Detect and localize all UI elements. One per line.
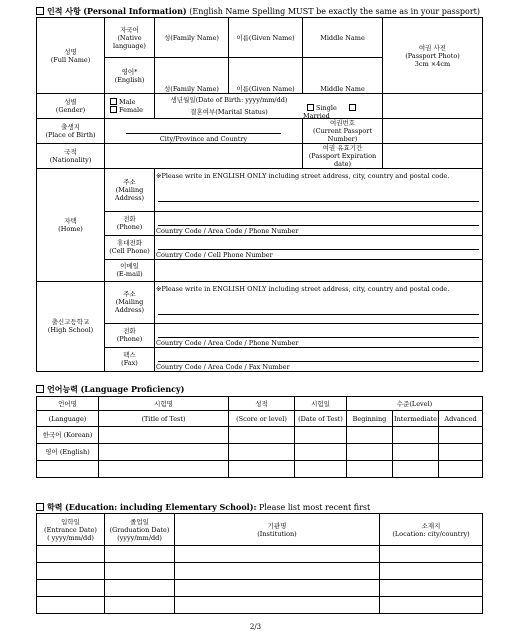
english-given-name[interactable]: 이름(Given Name): [229, 58, 303, 94]
institution-input[interactable]: [175, 563, 380, 580]
school-phone-input[interactable]: Country Code / Area Code / Phone Number: [155, 323, 483, 347]
passport-photo-box[interactable]: 여권 사진 (Passport Photo) 3cm ×4cm: [383, 18, 483, 94]
gender-label: 성별 (Gender): [37, 94, 105, 119]
location-input[interactable]: [380, 597, 483, 614]
education-table: [36, 513, 483, 614]
birthplace-label: 출생지 (Place of Birth): [37, 119, 105, 144]
english-middle-name[interactable]: Middle Name: [303, 58, 383, 94]
korean-date-input[interactable]: [295, 427, 347, 444]
home-label: 자택 (Home): [37, 169, 105, 281]
page-number: 2/3: [249, 623, 262, 631]
native-family-name[interactable]: 성(Family Name): [155, 18, 229, 58]
col-language-ko: 언어명: [37, 397, 99, 411]
email-input[interactable]: [155, 259, 483, 281]
female-checkbox[interactable]: [110, 106, 117, 113]
school-address-input[interactable]: ※Please write in ENGLISH ONLY including street address, city, country and postal code.: [155, 281, 483, 323]
home-address-input[interactable]: ※Please write in ENGLISH ONLY including street address, city, country and postal code.: [155, 169, 483, 211]
birthplace-input[interactable]: City/Province and Country: [105, 119, 303, 144]
english-date-input[interactable]: [295, 444, 347, 461]
photo-spacer: [383, 94, 483, 119]
col-entrance: 입학일 (Entrance Date) ( yyyy/mm/dd): [37, 514, 105, 546]
col-test-ko: 시험명: [99, 397, 229, 411]
table-row: [37, 546, 483, 563]
institution-input[interactable]: [175, 546, 380, 563]
location-input[interactable]: [380, 546, 483, 563]
native-given-name[interactable]: 이름(Given Name): [229, 18, 303, 58]
korean-beginning[interactable]: [347, 427, 393, 444]
school-mailing-label: 주소 (Mailing Address): [105, 281, 155, 323]
english-name-label: 영어* (English): [105, 58, 155, 94]
education-section-title: 학력 (Education: including Elementary School): Please list most recent first: [36, 502, 482, 512]
col-date-ko: 시험일: [295, 397, 347, 411]
col-language-en: (Language): [37, 411, 99, 427]
education-section: [36, 502, 482, 614]
graduation-input[interactable]: [105, 546, 175, 563]
english-test-input[interactable]: [99, 444, 229, 461]
korean-test-input[interactable]: [99, 427, 229, 444]
checkbox-square-icon: [36, 385, 44, 393]
other-beginning[interactable]: [347, 461, 393, 478]
graduation-input[interactable]: [105, 563, 175, 580]
col-graduation: 졸업일 (Graduation Date) (yyyy/mm/dd): [105, 514, 175, 546]
personal-section-title: 인적 사항 (Personal Information) (English Name Spelling MUST be exactly the same as in your passport): [36, 6, 482, 16]
home-mailing-label: 주소 (Mailing Address): [105, 169, 155, 211]
english-score-input[interactable]: [229, 444, 295, 461]
high-school-label: 출신고등학교 (High School): [37, 281, 105, 371]
male-checkbox[interactable]: [110, 98, 117, 105]
col-date-en: (Date of Test): [295, 411, 347, 427]
cell-phone-input[interactable]: Country Code / Cell Phone Number: [155, 235, 483, 259]
language-english: 영어 (English): [37, 444, 99, 461]
english-intermediate[interactable]: [393, 444, 439, 461]
language-section: [36, 384, 482, 478]
contact-table: [36, 169, 483, 372]
graduation-input[interactable]: [105, 580, 175, 597]
cell-phone-label: 휴대전화 (Cell Phone): [105, 235, 155, 259]
married-checkbox[interactable]: [349, 104, 356, 111]
other-test-input[interactable]: [99, 461, 229, 478]
institution-input[interactable]: [175, 597, 380, 614]
table-row: [37, 427, 483, 444]
home-phone-label: 전화 (Phone): [105, 211, 155, 235]
col-test-en: (Title of Test): [99, 411, 229, 427]
checkbox-square-icon: [36, 503, 44, 511]
korean-score-input[interactable]: [229, 427, 295, 444]
school-phone-label: 전화 (Phone): [105, 323, 155, 347]
passport-expiration-input[interactable]: [383, 144, 483, 169]
english-family-name[interactable]: 성(Family Name): [155, 58, 229, 94]
other-language-input[interactable]: [37, 461, 99, 478]
school-fax-label: 팩스 (Fax): [105, 347, 155, 371]
col-institution: 기관명 (Institution): [175, 514, 380, 546]
checkbox-square-icon: [36, 7, 44, 15]
language-section-title: 언어능력 (Language Proficiency): [36, 384, 482, 394]
location-input[interactable]: [380, 563, 483, 580]
table-row: [37, 563, 483, 580]
native-middle-name[interactable]: Middle Name: [303, 18, 383, 58]
nationality-label: 국적 (Nationality): [37, 144, 105, 169]
location-input[interactable]: [380, 580, 483, 597]
korean-advanced[interactable]: [439, 427, 483, 444]
passport-number-input[interactable]: [383, 119, 483, 144]
marital-label: 결혼여부(Marital Status): [190, 108, 268, 116]
single-checkbox[interactable]: [307, 104, 314, 111]
entrance-input[interactable]: [37, 580, 105, 597]
col-intermediate: Intermediate: [393, 411, 439, 427]
col-score-en: (Score or level): [229, 411, 295, 427]
table-row: [37, 597, 483, 614]
language-korean: 한국어 (Korean): [37, 427, 99, 444]
home-phone-input[interactable]: Country Code / Area Code / Phone Number: [155, 211, 483, 235]
graduation-input[interactable]: [105, 597, 175, 614]
table-row: [37, 461, 483, 478]
col-score-ko: 성적: [229, 397, 295, 411]
korean-intermediate[interactable]: [393, 427, 439, 444]
col-advanced: Advanced: [439, 411, 483, 427]
col-location: 소재지 (Location: city/country): [380, 514, 483, 546]
dob-marital-cell: 생년월일(Date of Birth: yyyy/mm/dd) 결혼여부(Marital Status) SingleMarried: [155, 94, 383, 119]
full-name-label: 성명 (Full Name): [37, 18, 105, 94]
col-level: 수준(Level): [347, 397, 483, 411]
entrance-input[interactable]: [37, 563, 105, 580]
other-date-input[interactable]: [295, 461, 347, 478]
table-row: [37, 444, 483, 461]
language-table: [36, 396, 483, 478]
table-row: [37, 580, 483, 597]
gender-options: Male Female: [105, 94, 155, 119]
passport-expiration-label: 여권 유효기간 (Passport Expiration date): [303, 144, 383, 169]
personal-table: [36, 17, 483, 169]
col-beginning: Beginning: [347, 411, 393, 427]
other-intermediate[interactable]: [393, 461, 439, 478]
personal-section: [36, 6, 482, 372]
passport-number-label: 여권번호 (Current Passport Number): [303, 119, 383, 144]
entrance-input[interactable]: [37, 597, 105, 614]
school-fax-input[interactable]: Country Code / Area Code / Fax Number: [155, 347, 483, 371]
native-language-label: 자국어 (Native language): [105, 18, 155, 58]
english-beginning[interactable]: [347, 444, 393, 461]
english-advanced[interactable]: [439, 444, 483, 461]
other-score-input[interactable]: [229, 461, 295, 478]
entrance-input[interactable]: [37, 546, 105, 563]
other-advanced[interactable]: [439, 461, 483, 478]
institution-input[interactable]: [175, 580, 380, 597]
nationality-input[interactable]: [105, 144, 303, 169]
dob-label: 생년월일(Date of Birth: yyyy/mm/dd): [170, 96, 288, 104]
email-label: 이메일 (E-mail): [105, 259, 155, 281]
